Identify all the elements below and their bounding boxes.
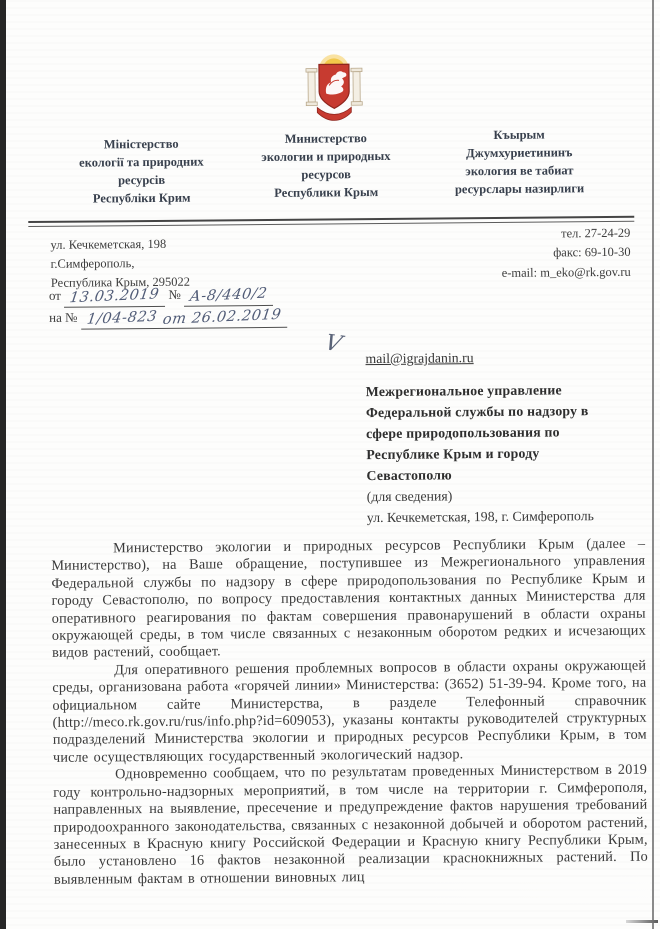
sender-address-line: г.Симферополь,	[50, 255, 135, 271]
reference-lines	[49, 284, 287, 330]
recipient-email: mail@igrajdanin.ru	[365, 350, 474, 367]
from-label: от	[48, 287, 62, 303]
recipient-block	[365, 349, 655, 529]
letterhead-org-names	[41, 125, 628, 209]
body-paragraph-3: Одновременно сообщаем, что по результатам проведенных Министерством в 2019 году контрольно-надзорных мероприятий, в том числе на территории г. Симферополя, направленных на выявление, пресечение и предупреждение фактов нарушения требований природоохранного законодательства, связанных с незаконной добычей и оборотом растений, занесенных в Красную книгу Российской Федерации и Красную книгу Республики Крым, было установлено 16 фактов незаконной реализации краснокнижных растений. По выявленным фактам в отношении виновных лиц	[53, 761, 648, 888]
reply-label: на №	[49, 309, 78, 325]
sender-contacts	[501, 224, 631, 283]
letter-body	[51, 536, 648, 889]
handwritten-checkmark: V	[322, 330, 346, 358]
recipient-name: Межрегиональное управление Федеральной службы по надзору в сфере природопользования по Республике Крым и городу Севастополю	[365, 382, 589, 483]
incoming-number-blank	[81, 306, 288, 330]
outgoing-number-blank	[184, 284, 273, 307]
handwritten-incoming-number: 1/04-823	[85, 308, 158, 328]
recipient-address: ул. Кечкеметская, 198, г. Симферополь	[366, 507, 594, 525]
org-name-crimean-tatar: Къырым Джумхуриетининъ экология ве табиат ресурслары назирлиги	[454, 127, 585, 197]
sender-phone: тел. 27-24-29	[561, 225, 631, 241]
handwritten-outgoing-number: А-8/440/2	[188, 285, 269, 306]
sender-fax: факс: 69-10-30	[553, 245, 631, 260]
body-paragraph-1: Министерство экологии и природных ресурсов Республики Крым (далее – Министерство), на Ваше обращение, поступившее из Межрегионального управления Федеральной службы по надзору в сфере природопользования по Республике Крым и городу Севастополю, по вопросу предоставления контактных данных Министерства для оперативного реагирования по фактам совершения правонарушений в области охраны окружающей среды, в том числе связанных с незаконным оборотом редких и исчезающих видов растений, сообщает.	[51, 535, 646, 662]
incoming-reference	[49, 306, 287, 330]
sender-address-line: Республика Крым, 295022	[50, 274, 191, 290]
sender-address-line: ул. Кечкеметская, 198	[50, 236, 167, 252]
number-label: №	[168, 286, 181, 302]
recipient-note: (для сведения)	[366, 488, 453, 504]
handwritten-outgoing-date: 13.03.2019	[68, 286, 161, 307]
crimea-coat-of-arms-icon	[299, 51, 370, 128]
sender-address	[50, 235, 190, 292]
body-paragraph-2: Для оперативного решения проблемных вопросов в области охраны окружающей среды, организована работа «горячей линии» Министерства: (3652) 51-39-94. Кроме того, на официальном сайте Министерства, в разделе Телефонный справочник (http://meco.rk.gov.ru/rus/info.php?id=609053), указаны контакты руководителей структурных подразделений Министерства экологии и природных ресурсов Республики Крым, в том числе осуществляющих государственный экологический надзор.	[52, 657, 647, 766]
handwritten-incoming-date: от 26.02.2019	[161, 306, 283, 328]
org-name-ukrainian: Міністерство екології та природних ресурсів Республіки Крим	[79, 136, 204, 206]
sender-email: e-mail: m_eko@rk.gov.ru	[501, 264, 631, 280]
org-name-russian: Министерство экологии и природных ресурсов Республики Крым	[261, 131, 391, 201]
scan-fade-artifact	[400, 877, 650, 905]
outgoing-date-blank	[64, 285, 165, 308]
outgoing-reference	[49, 284, 287, 308]
letter-content	[2, 0, 658, 929]
